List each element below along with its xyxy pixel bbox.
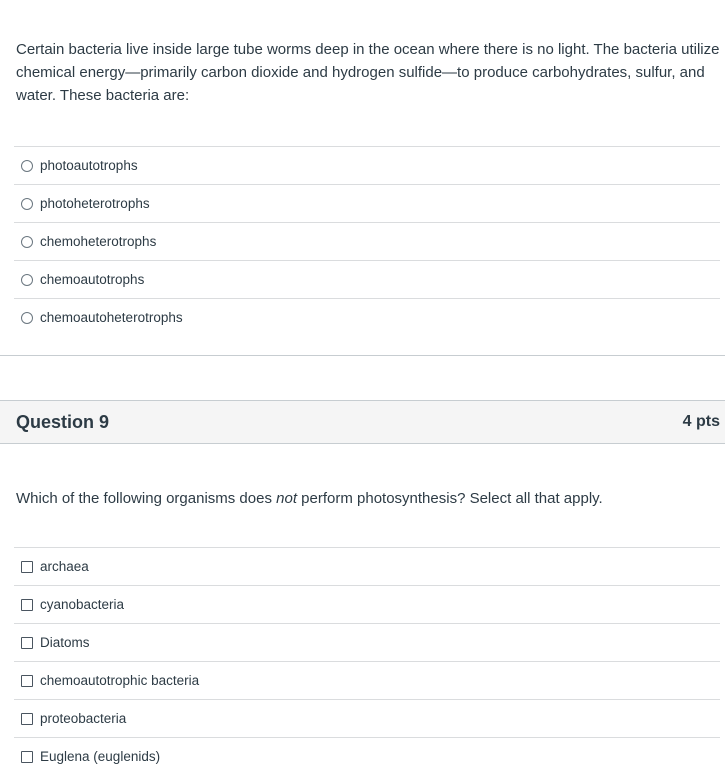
answer-option[interactable]: [14, 222, 720, 260]
answer-option[interactable]: [14, 661, 720, 699]
answer-label: photoheterotrophs: [40, 196, 150, 211]
answer-label: photoautotrophs: [40, 158, 138, 173]
answer-option[interactable]: [14, 547, 720, 585]
checkbox[interactable]: [21, 637, 33, 649]
checkbox[interactable]: [21, 561, 33, 573]
answer-label: chemoautotrophic bacteria: [40, 673, 200, 688]
checkbox[interactable]: [21, 751, 33, 763]
answer-label: Euglena (euglenids): [40, 749, 161, 764]
radio-button[interactable]: [21, 198, 33, 210]
question-text-part: perform photosynthesis? Select all that apply.: [297, 490, 603, 507]
answer-option[interactable]: [14, 260, 720, 298]
radio-button[interactable]: [21, 160, 33, 172]
answer-label: Diatoms: [40, 635, 90, 650]
radio-button[interactable]: [21, 274, 33, 286]
answer-option[interactable]: [14, 623, 720, 661]
answer-label: proteobacteria: [40, 711, 127, 726]
question-8-text: Certain bacteria live inside large tube worms deep in the ocean where there is no light. The bacteria utilize chemical energy—primarily carbon dioxide and hydrogen sulfide—to produce carbohydrates, sulfur, and water. These bacteria are:: [16, 41, 720, 104]
answer-option[interactable]: [14, 146, 720, 184]
question-text-part: Which of the following organisms does: [16, 490, 277, 507]
question-9-answers: [14, 547, 720, 774]
question-8-answers: [14, 146, 720, 336]
radio-button[interactable]: [21, 312, 33, 324]
answer-option[interactable]: [14, 184, 720, 222]
question-points: 4 pts: [682, 413, 720, 430]
answer-label: chemoautotrophs: [40, 272, 145, 287]
answer-label: chemoheterotrophs: [40, 234, 157, 249]
answer-option[interactable]: [14, 737, 720, 774]
checkbox[interactable]: [21, 713, 33, 725]
answer-option[interactable]: [14, 585, 720, 623]
answer-option[interactable]: [14, 298, 720, 336]
answer-label: cyanobacteria: [40, 597, 125, 612]
answer-label: archaea: [40, 559, 89, 574]
answer-label: chemoautoheterotrophs: [40, 310, 183, 325]
checkbox[interactable]: [21, 599, 33, 611]
question-text-emphasis: not: [276, 490, 297, 507]
radio-button[interactable]: [21, 236, 33, 248]
answer-option[interactable]: [14, 699, 720, 737]
question-divider: [0, 355, 725, 356]
question-title: Question 9: [16, 412, 110, 432]
question-9-header: [0, 400, 725, 444]
question-9-text: [16, 487, 721, 510]
checkbox[interactable]: [21, 675, 33, 687]
